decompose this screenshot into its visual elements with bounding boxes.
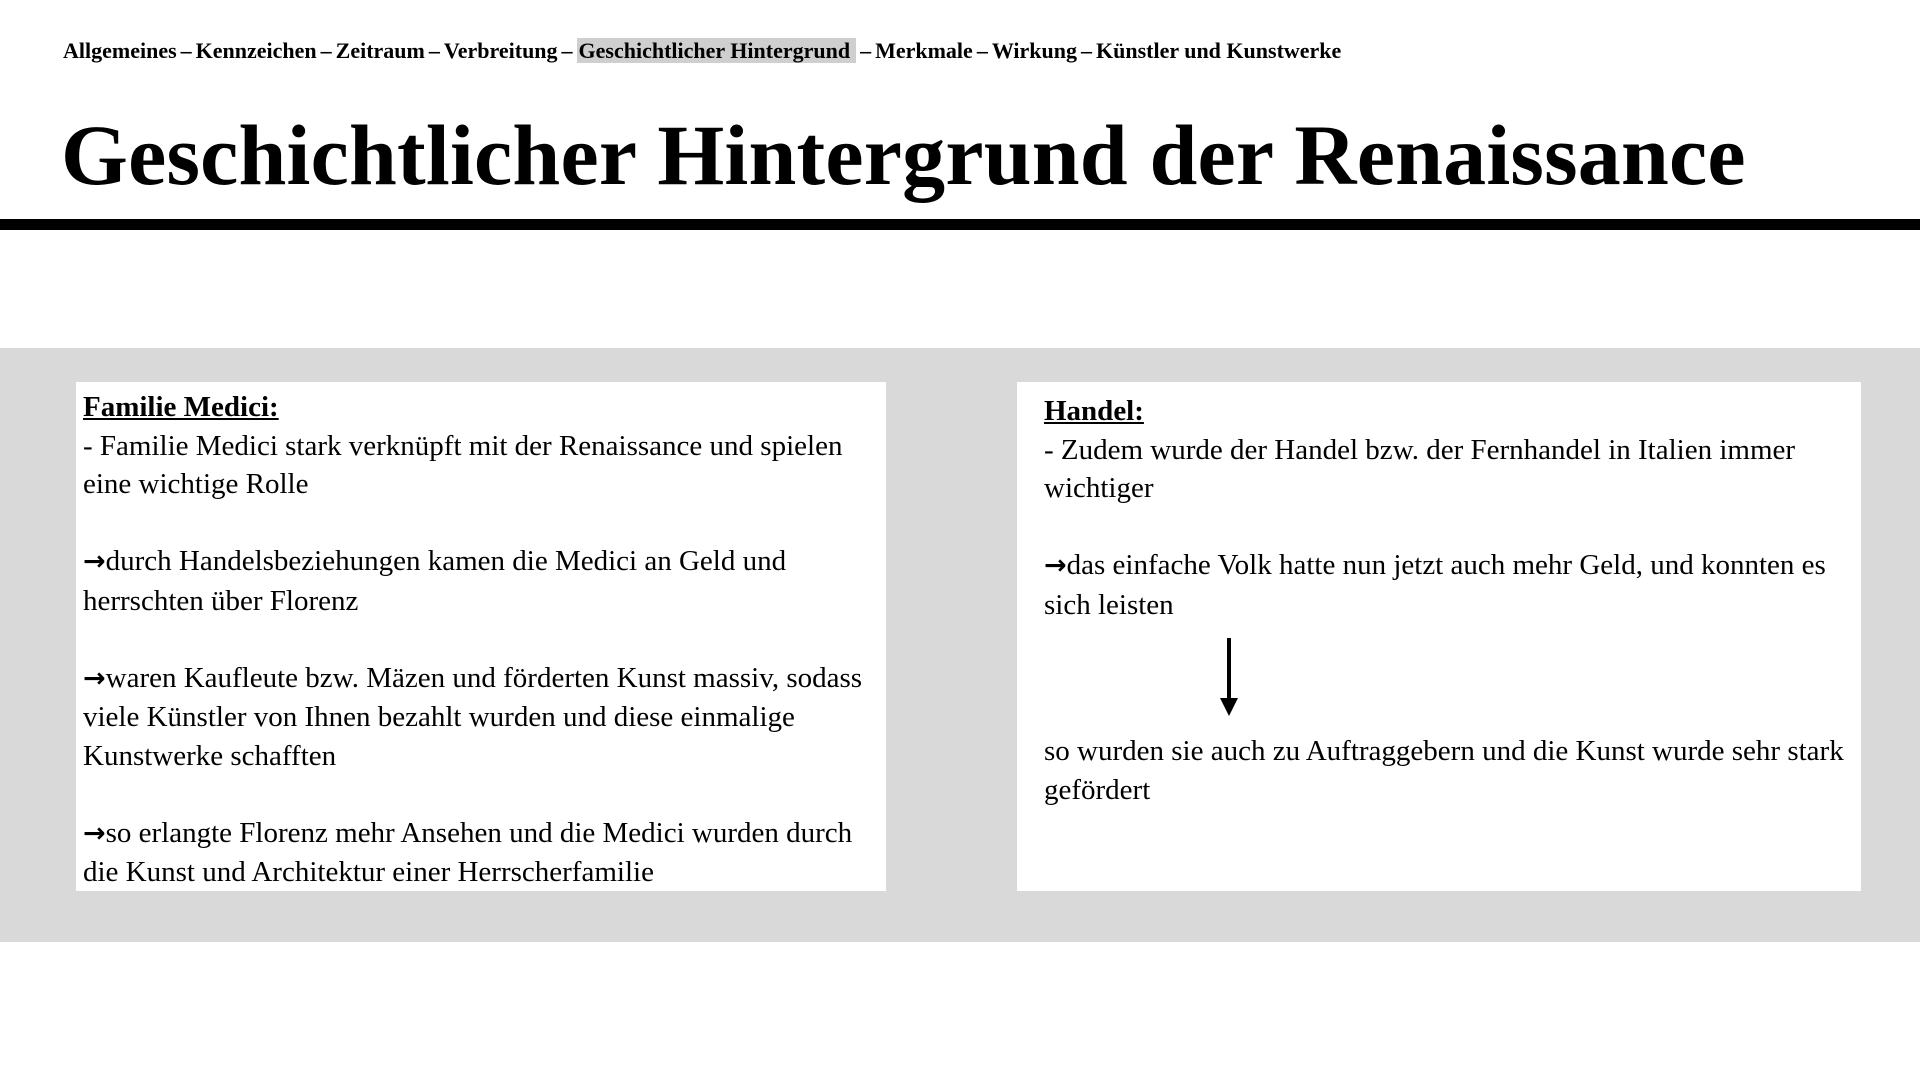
page-title: Geschichtlicher Hintergrund der Renaissance <box>61 107 1746 203</box>
spacer <box>83 775 886 814</box>
nav-separator: – <box>860 38 872 63</box>
nav-item-kennzeichen[interactable]: Kennzeichen <box>195 38 317 63</box>
nav-item-geschichtlicher-hintergrund[interactable]: Geschichtlicher Hintergrund <box>577 38 857 63</box>
medici-point-1 <box>83 542 886 620</box>
handel-conclusion: so wurden sie auch zu Auftraggebern und die Kunst wurde sehr stark gefördert <box>1044 735 1844 806</box>
nav-item-zeitraum[interactable]: Zeitraum <box>335 38 425 63</box>
medici-point-1-text: durch Handelsbeziehungen kamen die Medici an Geld und herrschten über Florenz <box>83 545 787 617</box>
arrow-right-icon: → <box>83 662 106 694</box>
nav-separator: – <box>320 38 332 63</box>
handel-intro: - Zudem wurde der Handel bzw. der Fernhandel in Italien immer wichtiger <box>1044 433 1796 504</box>
medici-point-3-text: so erlangte Florenz mehr Ansehen und die Medici wurden durch die Kunst und Architektur einer Herrscherfamilie <box>83 816 853 888</box>
nav-item-kuenstler-und-kunstwerke[interactable]: Künstler und Kunstwerke <box>1096 38 1342 63</box>
nav-separator: – <box>1081 38 1092 63</box>
spacer <box>1044 508 1861 547</box>
medici-intro: - Familie Medici stark verknüpft mit der Renaissance und spielen eine wichtige Rolle <box>83 429 843 500</box>
handel-heading: Handel: <box>1044 395 1144 427</box>
handel-point <box>1044 546 1861 624</box>
breadcrumb-nav <box>63 36 1341 66</box>
nav-separator: – <box>428 38 440 63</box>
nav-item-merkmale[interactable]: Merkmale <box>875 38 973 63</box>
nav-item-wirkung[interactable]: Wirkung <box>991 38 1077 63</box>
handel-point-text: das einfache Volk hatte nun jetzt auch mehr Geld, und konnten es sich leisten <box>1044 549 1826 621</box>
medici-point-3 <box>83 814 886 892</box>
spacer <box>83 620 886 659</box>
nav-item-verbreitung[interactable]: Verbreitung <box>443 38 558 63</box>
nav-separator: – <box>976 38 988 63</box>
spacer <box>83 504 886 543</box>
nav-separator: – <box>561 38 573 63</box>
medici-box <box>76 382 886 891</box>
arrow-down-icon <box>1218 638 1240 718</box>
arrow-right-icon: → <box>1044 550 1067 581</box>
handel-box <box>1017 382 1861 891</box>
nav-item-allgemeines[interactable]: Allgemeines <box>63 38 177 63</box>
medici-point-2-text: waren Kaufleute bzw. Mäzen und förderten Kunst massiv, sodass viele Künstler von Ihnen bezahlt wurden und diese einmalige Kunstwerke schafften <box>83 661 863 772</box>
arrow-right-icon: → <box>83 546 106 577</box>
arrow-right-icon: → <box>83 817 106 849</box>
title-divider <box>0 219 1920 230</box>
nav-separator: – <box>180 38 192 63</box>
medici-heading: Familie Medici: <box>83 391 279 423</box>
medici-point-2 <box>83 659 886 776</box>
